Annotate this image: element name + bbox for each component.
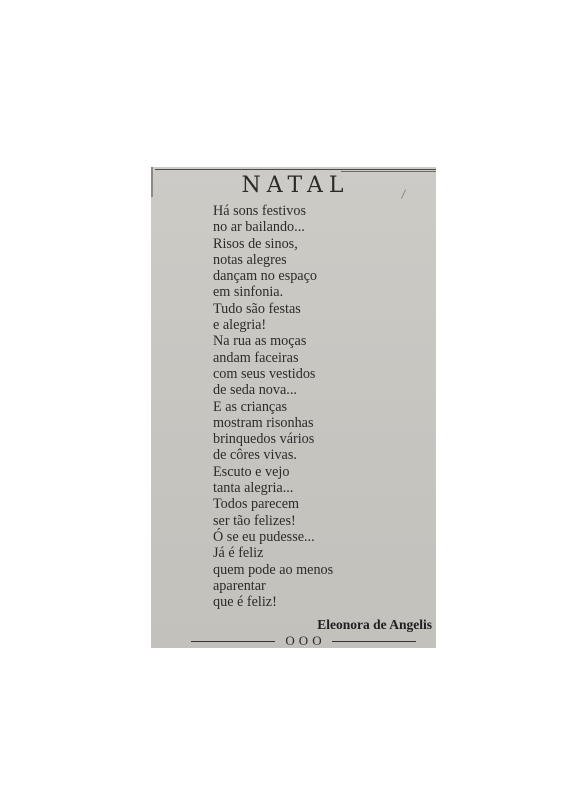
poem-line: Todos parecem — [213, 496, 300, 513]
divider-line-left — [191, 641, 275, 642]
poem-line: Tudo são festas — [213, 300, 301, 317]
poem-line: Ó se eu pudesse... — [213, 528, 315, 545]
poem-line: e alegria! — [213, 317, 267, 334]
top-rule-secondary — [341, 171, 436, 172]
poem-line: ser tão felizes! — [213, 512, 296, 529]
poem-line: quem pode ao menos — [213, 561, 334, 578]
poem-line: andam faceiras — [213, 349, 299, 366]
poem-line: E as crianças — [213, 398, 288, 415]
poem-body — [213, 203, 333, 610]
poem-line: Já é feliz — [213, 545, 264, 562]
poem-line: Risos de sinos, — [213, 235, 298, 252]
poem-line: tanta alegria... — [213, 480, 294, 497]
divider-ornament: OOO — [285, 633, 326, 648]
poem-line: notas alegres — [213, 251, 287, 268]
poem-line: que é feliz! — [213, 594, 277, 611]
poem-line: em sinfonia. — [213, 284, 284, 301]
poem-line: dançam no espaço — [213, 268, 317, 285]
poem-line: mostram risonhas — [213, 414, 314, 431]
poem-line: Escuto e vejo — [213, 463, 290, 480]
poem-line: de seda nova... — [213, 382, 297, 399]
poem-line: com seus vestidos — [213, 365, 316, 382]
divider-line-right — [332, 641, 416, 642]
top-rule — [155, 169, 436, 170]
poem-line: Há sons festivos — [213, 203, 307, 219]
newspaper-clipping — [151, 167, 436, 648]
poem-line: de côres vivas. — [213, 447, 297, 464]
author-signature: Eleonora de Angelis — [317, 617, 432, 632]
poem-line: aparentar — [213, 577, 266, 594]
poem-line: brinquedos vários — [213, 431, 315, 448]
poem-title: NATAL — [241, 173, 350, 198]
poem-line: no ar bailando... — [213, 219, 305, 236]
end-divider — [191, 633, 416, 649]
poem-line: Na rua as moças — [213, 333, 307, 350]
